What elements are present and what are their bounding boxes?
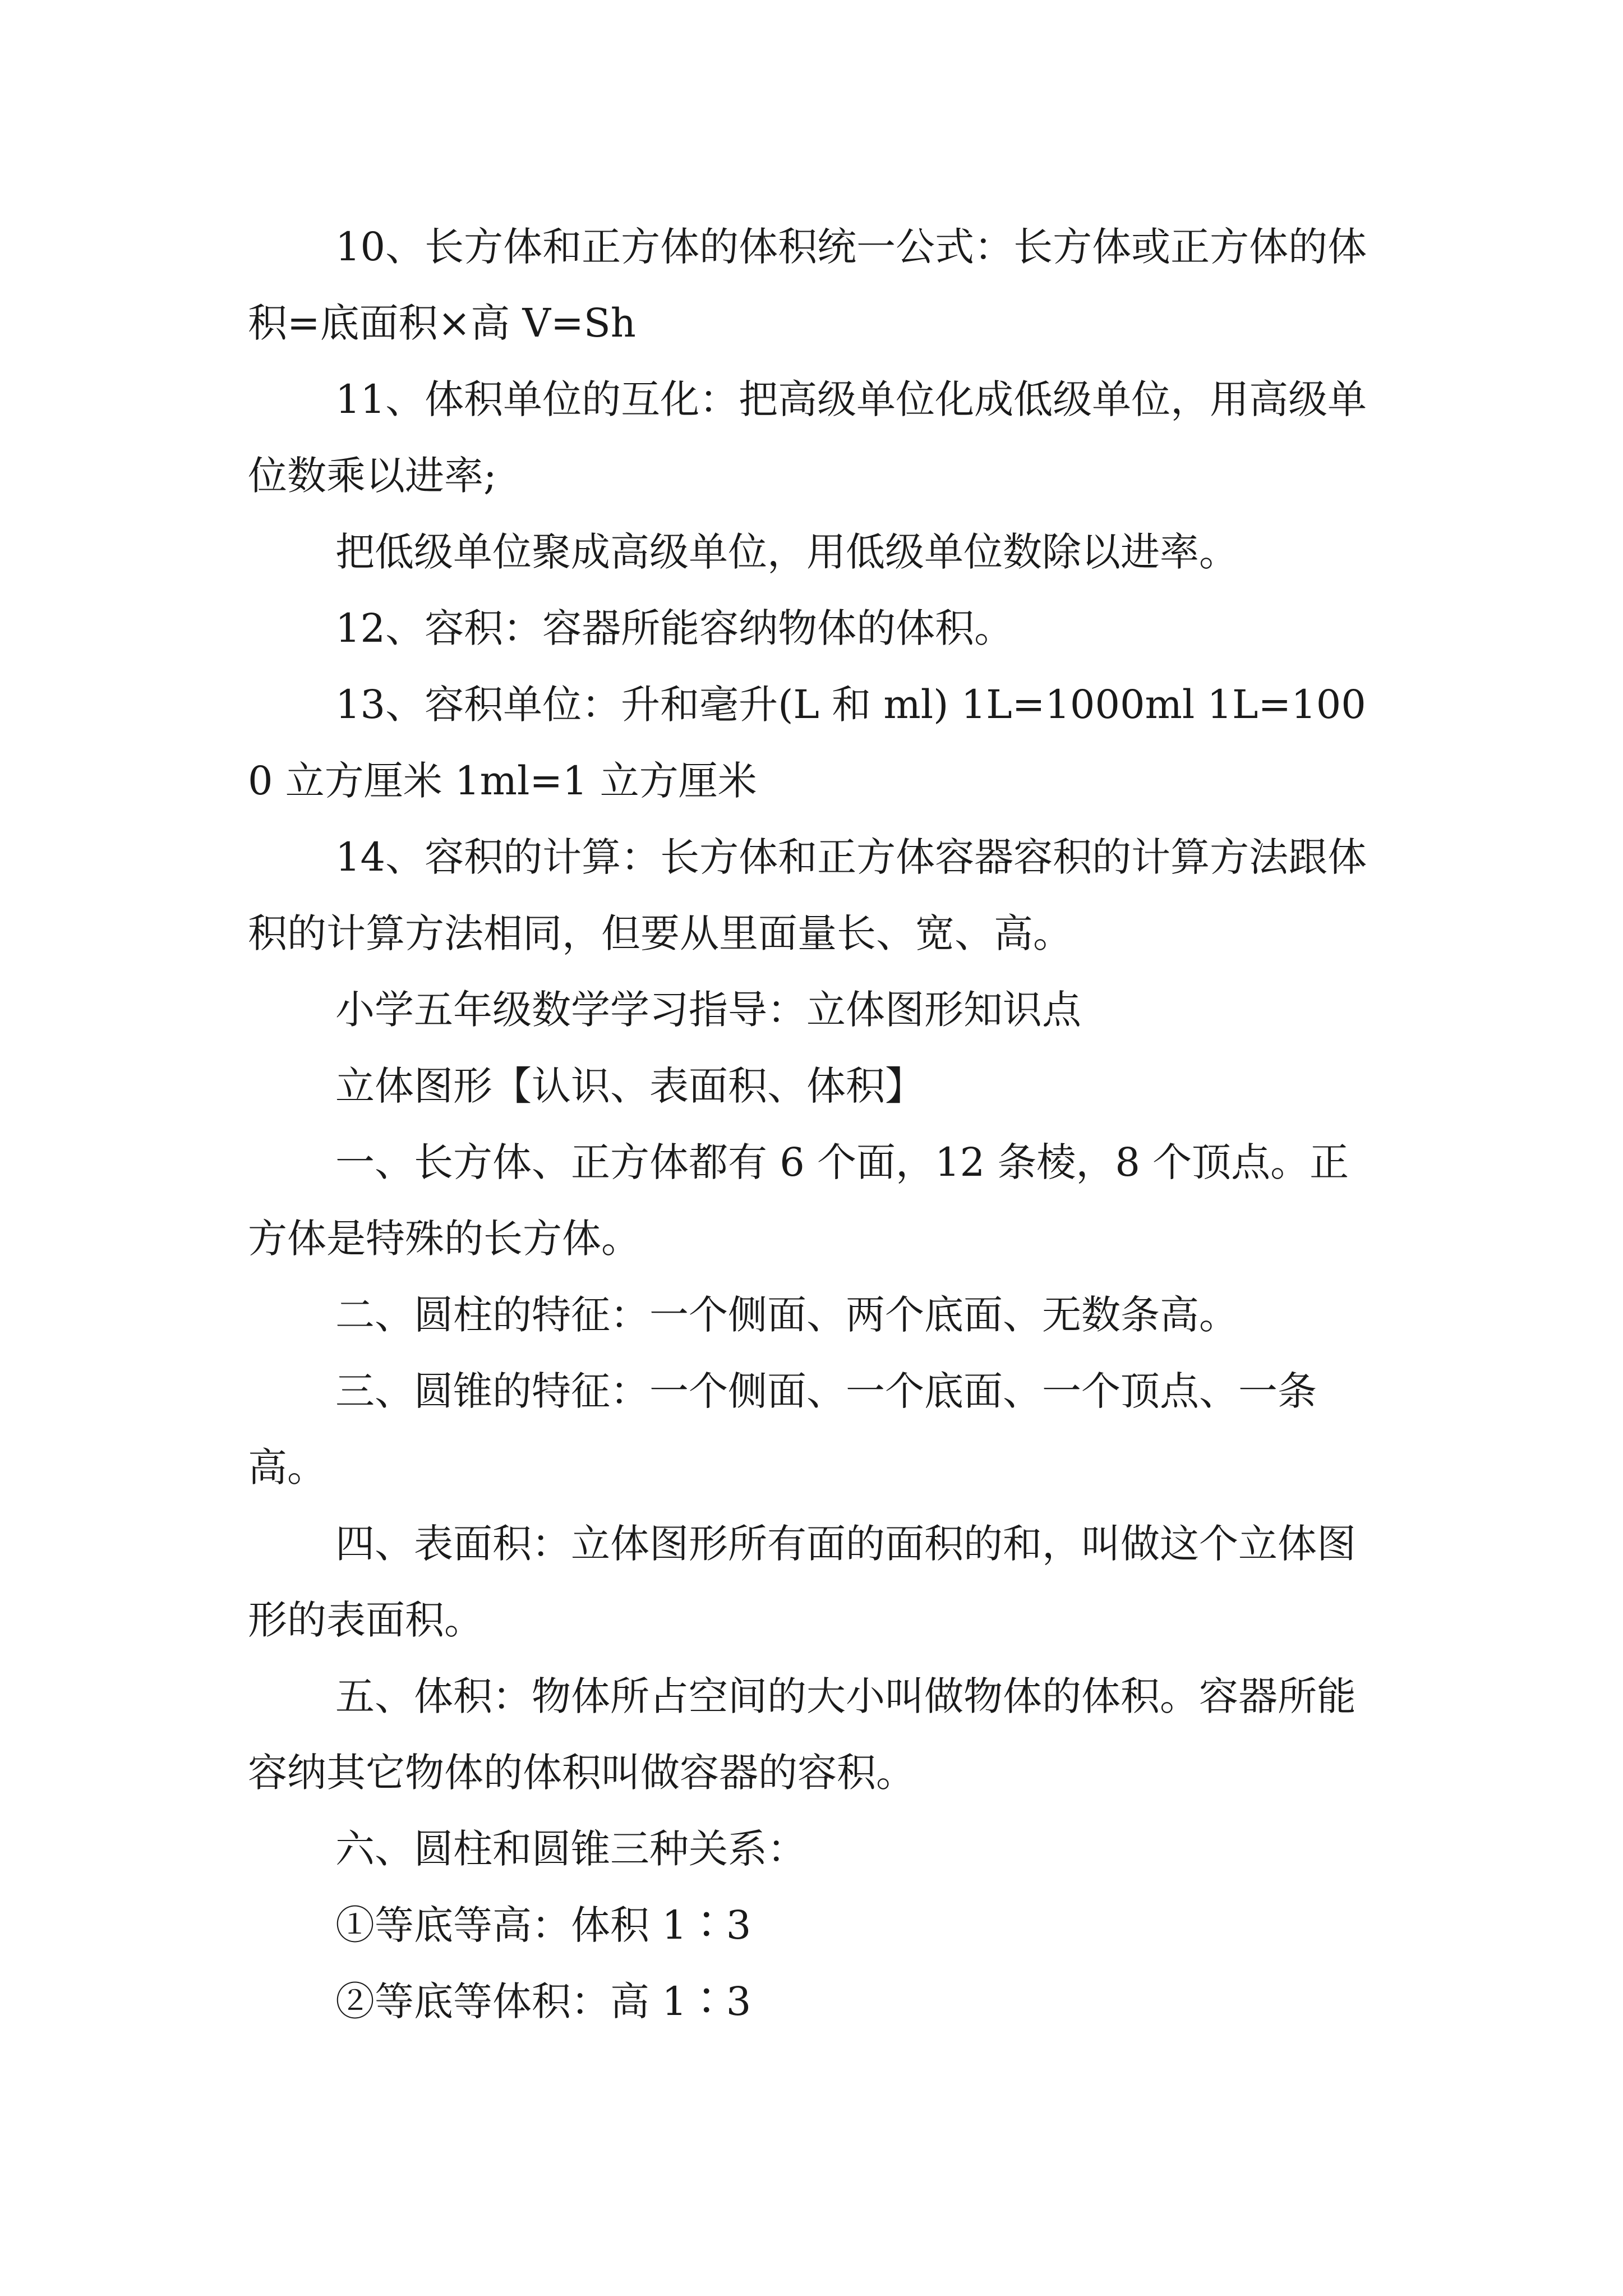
paragraph-cylinder-cone-relations: 六、圆柱和圆锥三种关系： — [335, 1826, 806, 1872]
paragraph-volume-formula: 10、长方体和正方体的体积统一公式：长方体或正方体的体积=底面积×高 V=Sh — [248, 224, 1367, 346]
paragraph-cylinder-features: 二、圆柱的特征：一个侧面、两个底面、无数条高。 — [335, 1292, 1238, 1338]
paragraph-volume-definition: 五、体积：物体所占空间的大小叫做物体的体积。容器所能容纳其它物体的体积叫做容器的容积。 — [248, 1673, 1356, 1796]
paragraph-capacity-definition: 12、容积：容器所能容纳物体的体积。 — [335, 605, 1014, 651]
document-body — [248, 209, 1386, 2040]
paragraph-surface-area: 四、表面积：立体图形所有面的面积的和，叫做这个立体图形的表面积。 — [248, 1521, 1356, 1643]
section-heading-solids: 立体图形【认识、表面积、体积】 — [335, 1063, 924, 1109]
paragraph-relation-1: ①等底等高：体积 1∶3 — [335, 1902, 751, 1948]
paragraph-cone-features: 三、圆锥的特征：一个侧面、一个底面、一个顶点、一条高。 — [248, 1368, 1317, 1490]
paragraph-relation-2: ②等底等体积：高 1∶3 — [335, 1978, 751, 2024]
paragraph-unit-conversion-reverse: 把低级单位聚成高级单位，用低级单位数除以进率。 — [335, 529, 1238, 575]
section-heading-guide: 小学五年级数学学习指导：立体图形知识点 — [335, 987, 1081, 1033]
paragraph-capacity-calculation: 14、容积的计算：长方体和正方体容器容积的计算方法跟体积的计算方法相同，但要从里面量长、宽、高。 — [248, 834, 1367, 956]
paragraph-unit-conversion: 11、体积单位的互化：把高级单位化成低级单位，用高级单位数乘以进率; — [248, 376, 1367, 499]
paragraph-capacity-units: 13、容积单位：升和毫升(L 和 ml) 1L=1000ml 1L=1000 立方厘米 1ml=1 立方厘米 — [248, 682, 1366, 804]
paragraph-cuboid-cube: 一、长方体、正方体都有 6 个面，12 条棱，8 个顶点。正方体是特殊的长方体。 — [248, 1139, 1349, 1262]
